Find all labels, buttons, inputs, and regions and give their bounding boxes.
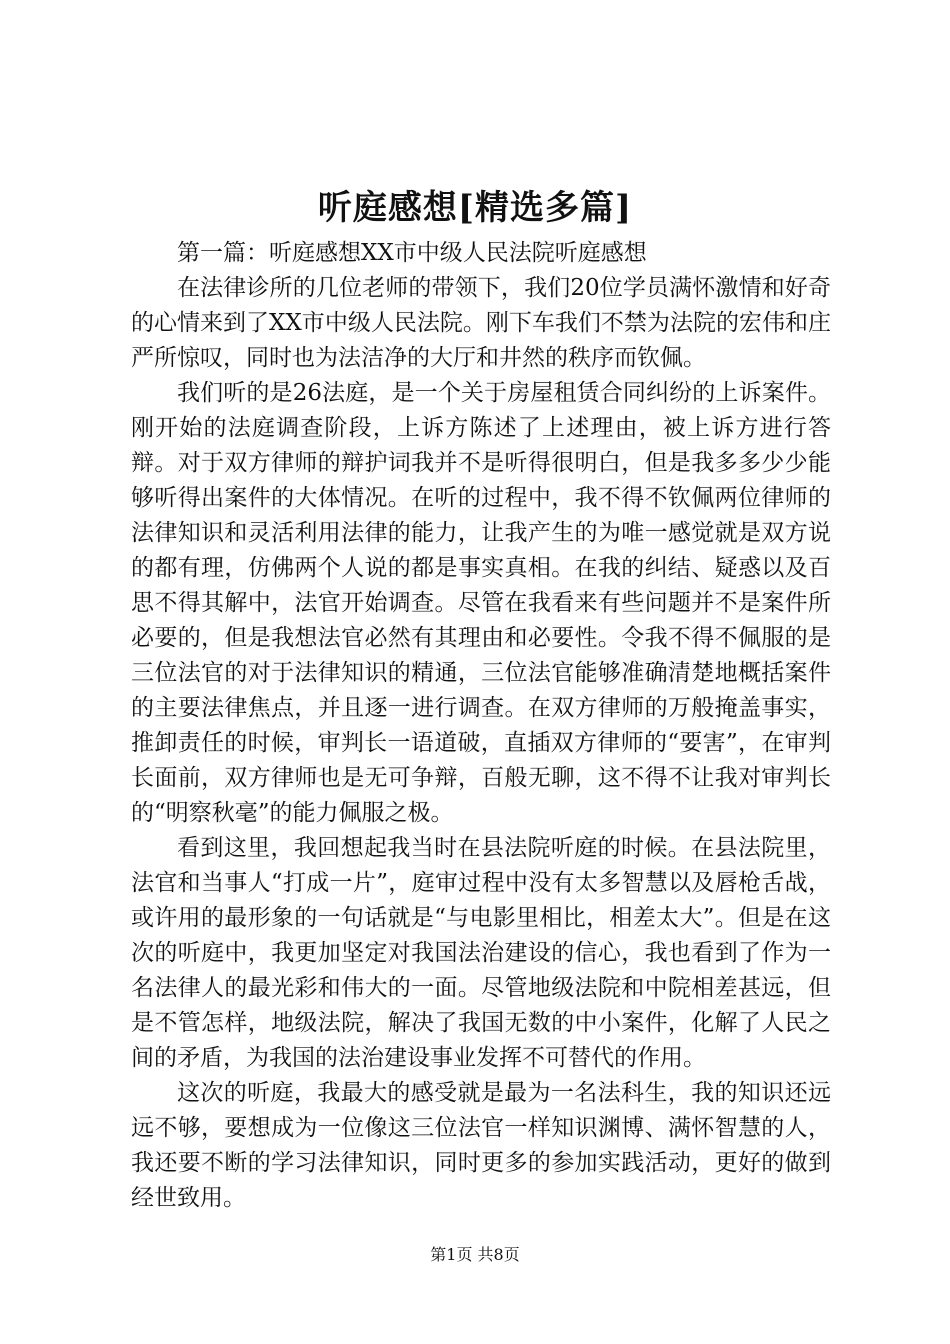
paragraph-3: 看到这里，我回想起我当时在县法院听庭的时候。在县法院里，法官和当事人“打成一片”，庭审过程中没有太多智慧以及唇枪舌战，或许用的最形象的一句话就是“与电影里相比，相差太大”。但是在这次的听庭中，我更加坚定对我国法治建设的信心，我也看到了作为一名法律人的最光彩和伟大的一面。尽管地级法院和中院相差甚远，但是不管怎样，地级法院，解决了我国无数的中小案件，化解了人民之间的矛盾，为我国的法治建设事业发挥不可替代的作用。 xyxy=(131,835,831,1071)
document-title: 听庭感想[精选多篇] xyxy=(317,188,633,228)
paragraph-1: 在法律诊所的几位老师的带领下，我们20位学员满怀激情和好奇的心情来到了XX市中级人民法院。刚下车我们不禁为法院的宏伟和庄严所惊叹，同时也为法洁净的大厅和井然的秩序而钦佩。 xyxy=(131,275,831,371)
section-heading: 第一篇：听庭感想XX市中级人民法院听庭感想 xyxy=(177,240,647,266)
page-number-footer: 第1页 共8页 xyxy=(430,1245,520,1264)
paragraph-2: 我们听的是26法庭，是一个关于房屋租赁合同纠纷的上诉案件。刚开始的法庭调查阶段，上诉方陈述了上述理由，被上诉方进行答辩。对于双方律师的辩护词我并不是听得很明白，但是我多多少少能够听得出案件的大体情况。在听的过程中，我不得不钦佩两位律师的法律知识和灵活利用法律的能力，让我产生的为唯一感觉就是双方说的都有理，仿佛两个人说的都是事实真相。在我的纠结、疑惑以及百思不得其解中，法官开始调查。尽管在我看来有些问题并不是案件所必要的，但是我想法官必然有其理由和必要性。令我不得不佩服的是三位法官的对于法律知识的精通，三位法官能够准确清楚地概括案件的主要法律焦点，并且逐一进行调查。在双方律师的万般掩盖事实，推卸责任的时候，审判长一语道破，直插双方律师的“要害”，在审判长面前，双方律师也是无可争辩，百般无聊，这不得不让我对审判长的“明察秋毫”的能力佩服之极。 xyxy=(131,380,831,826)
paragraph-4: 这次的听庭，我最大的感受就是最为一名法科生，我的知识还远远不够，要想成为一位像这三位法官一样知识渊博、满怀智慧的人，我还要不断的学习法律知识，同时更多的参加实践活动，更好的做到经世致用。 xyxy=(131,1080,831,1211)
document-body xyxy=(131,236,831,1216)
